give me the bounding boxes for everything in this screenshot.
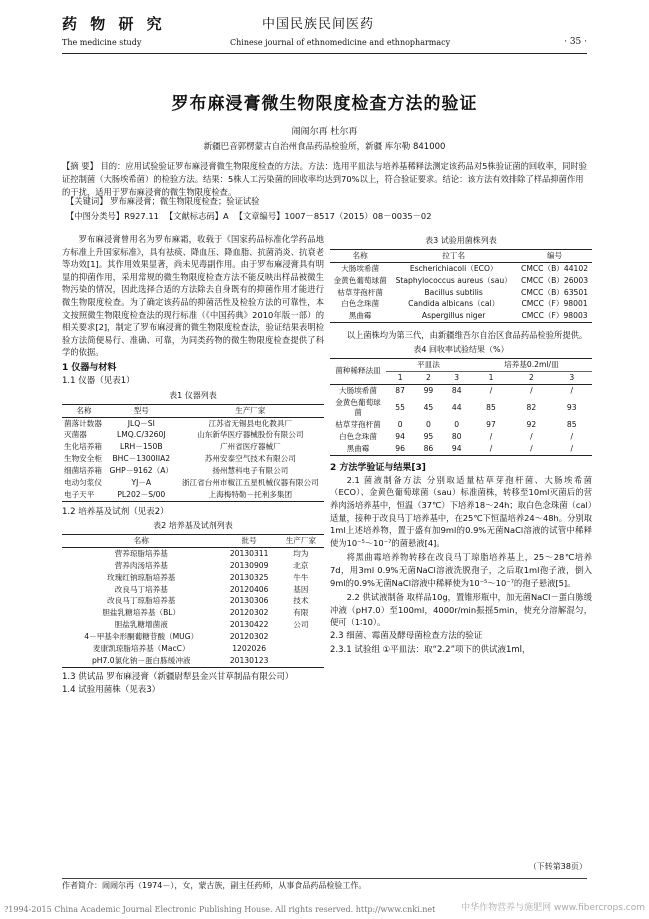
table-cell: / <box>530 385 533 395</box>
table-row <box>330 299 592 311</box>
table-header: 名称 <box>330 249 390 262</box>
table-cell: 4－甲基伞形酮葡糖苷酸（MUG） <box>84 631 199 641</box>
table-cell: GHP－9162（A） <box>109 465 174 475</box>
table-cell: 基因 <box>293 584 309 594</box>
table-row <box>62 477 324 489</box>
table-cell: CMCC（B）63501 <box>521 287 589 297</box>
table-header: 生产厂家 <box>177 404 324 417</box>
table-cell: 苏州安泰空气技术有限公司 <box>204 454 296 464</box>
article-title: 罗布麻浸膏微生物限度检查方法的验证 <box>171 94 478 114</box>
table-cell <box>278 631 324 643</box>
table-cell: LRH－150B <box>120 442 163 452</box>
table-cell: CMCC（B）26003 <box>521 275 589 285</box>
table-cell: 82 <box>526 402 537 412</box>
table-cell: 黑曲霉 <box>330 443 386 455</box>
table-cell: 45 <box>423 402 434 412</box>
left-column <box>62 233 324 699</box>
table-row <box>62 453 324 465</box>
journal-name-en: Chinese journal of ethnomedicine and ethnopharmacy <box>230 38 451 47</box>
table-row <box>330 385 592 397</box>
table-cell: 金黄色葡萄球菌 <box>333 275 387 285</box>
table-cell: 牛牛 <box>293 572 309 582</box>
table-row <box>62 584 324 596</box>
table-cell: 电动匀浆仪 <box>64 477 102 487</box>
table-cell: CMCC（F）98003 <box>517 310 592 322</box>
table-header: 生产厂家 <box>278 534 324 547</box>
table-cell: 改良马丁培养基 <box>114 584 168 594</box>
table-cell: 菌落计数器 <box>64 418 102 428</box>
affiliation: 新疆巴音郭楞蒙古自治州食品药品检验所，新疆 库尔勒 841000 <box>203 142 446 152</box>
table-cell: 97 <box>486 419 496 429</box>
method-paragraph: 2.2 供试液制备 取样品10g，置锥形瓶中，加无菌NaCl－蛋白胨缓冲液（pH7.0）至100ml，4000r/min振摇5min，使充分溶解混匀，便可（1∶10）。 <box>330 592 592 628</box>
table-cell: / <box>489 431 493 441</box>
table-cell: CMCC（B）44102 <box>521 263 589 273</box>
table-cell: 有限 <box>293 608 309 618</box>
table-header: 平皿法 <box>386 358 471 371</box>
table-cell: 20120302 <box>229 631 269 641</box>
table-cell: 均为 <box>293 548 309 558</box>
table-header: 菌种稀释法皿 <box>330 358 386 385</box>
table-header: 名称 <box>62 534 220 547</box>
table-header: 培养基0.2ml/皿 <box>471 358 592 371</box>
table-cell: 生物安全柜 <box>64 454 102 464</box>
subsection-heading: 2.3.1 试验组 ①平皿法：取“2.2”项下的供试液1ml， <box>330 644 531 655</box>
page-header <box>62 14 587 54</box>
table-cell: 白色念珠菌 <box>341 299 380 309</box>
instrument-table <box>62 404 324 502</box>
table-row <box>62 465 324 477</box>
table-row <box>330 263 592 275</box>
table-subheader: 3 <box>443 371 471 384</box>
recovery-table <box>330 358 592 456</box>
table-row <box>330 419 592 431</box>
table-cell: 20120406 <box>229 584 269 594</box>
table-caption: 表2 培养基及试剂列表 <box>153 521 233 531</box>
table-cell: 20130311 <box>229 548 269 558</box>
table-cell: 麦康凯琼脂培养基（MacC） <box>92 643 190 653</box>
table-cell: 44 <box>451 402 462 412</box>
table-cell: 94 <box>395 431 405 441</box>
table-cell: 20130909 <box>229 560 269 570</box>
table-cell: Aspergillus niger <box>390 310 517 322</box>
table-row <box>330 431 592 443</box>
table-cell: Staphylococcus aureus（sau） <box>395 275 512 285</box>
table-cell: 胆盐乳糖增菌液 <box>114 620 168 630</box>
table-cell: 0 <box>397 419 403 429</box>
table-cell: 80 <box>451 431 462 441</box>
method-paragraph: 2.1 菌液制备方法 分别取适量枯草芽孢杆菌、大肠埃希菌（ECO）、金黄色葡萄球菌（sau）标准菌株，转移至10ml灭菌后的营养肉汤培养基中，恒温（37℃）下培养18～24h；取白色念珠菌（cal）适量，接种于改良马丁培养基中，在25℃下恒温培养24～48h。分别取1ml上述培养物，置于盛有加9ml的0.9%无菌NaCl溶液的试管中稀释使为10⁻⁵～10⁻⁷的菌悬液[4]。 <box>330 474 592 548</box>
table-cell: 细菌培养箱 <box>64 465 102 475</box>
table-cell: / <box>489 385 493 395</box>
table-cell: BHC－1300IIA2 <box>112 454 171 464</box>
table-cell: PL202－S/00 <box>106 489 177 501</box>
table-row <box>330 275 592 287</box>
intro-paragraph: 罗布麻浸膏曾用名为罗布麻霜，收载于《国家药品标准化学药品地方标准上升国家标准》，具有祛痰、降血压、降血脂、抗菌消炎、抗衰老等功效[1]。其作用效果显著，尚未见毒副作用。由于罗布麻浸膏具有明显的抑菌作用，采用常规的微生物限度检查方法不能反映出样品被微生物污染的情况，因此选择合适的方法除去自身既有的抑菌作用才能进行微生物限度检查。为了确定该药品的抑菌活性及检验方法的可靠性，本文按照微生物限度检查法的现行标准（《中国药典》2010年版一部）的相关要求[2]，制定了罗布麻浸膏的微生物限度检查法，验证结果表明检验方法简便易行、准确、可靠，为同类药物的微生物限度检查提供了科学的依据。 <box>62 234 324 358</box>
table-cell: 黑曲霉 <box>330 310 390 322</box>
table-header: 名称 <box>62 404 106 417</box>
table-cell: 枯草芽孢杆菌 <box>337 287 383 297</box>
table-cell <box>278 643 324 655</box>
clc-number: 【中图分类号】R927.11 <box>66 211 159 221</box>
table-cell: pH7.0氯化钠－蛋白胨缓冲液 <box>62 655 220 667</box>
table-cell: Escherichiacoli（ECO） <box>409 263 498 273</box>
abstract: 【摘 要】 目的：应用试验验证罗布麻浸膏微生物限度检查的方法。方法：选用平皿法与培养基稀释法测定该药品对5株验证菌的回收率，同时验证控制菌（大肠埃希菌）的检验方法。结果：5株人工污染菌的回收率均达到70%以上，符合验证要求。结论：该方法有效排除了样品抑菌作用的干扰，适用于罗布麻浸膏的微生物限度检查。 <box>62 161 587 197</box>
table-subheader: 2 <box>414 371 442 384</box>
table-cell: 85 <box>486 402 496 412</box>
table-cell: 枯草芽孢杆菌 <box>335 419 381 429</box>
table-cell: 金黄色葡萄球菌 <box>335 397 381 418</box>
table-cell: 20130325 <box>229 572 269 582</box>
table-cell: 营养肉汤培养基 <box>114 560 168 570</box>
table-row <box>330 287 592 299</box>
table-row <box>62 417 324 429</box>
table-cell: / <box>530 431 533 441</box>
table-caption: 表1 仪器列表 <box>169 390 217 400</box>
author-footnote: 作者简介：闹闹尔再（1974－），女，蒙古族，副主任药师，从事食品药品检验工作。 <box>62 878 587 892</box>
table-cell: 95 <box>423 431 434 441</box>
table-cell: 浙江省台州市椒江五星机械仪器有限公司 <box>181 477 319 487</box>
right-column <box>330 233 592 658</box>
table-caption: 表3 试验用菌株列表 <box>425 236 497 245</box>
table-cell: 大肠埃希菌 <box>339 385 377 395</box>
continued-note: （下转第38页） <box>528 862 587 871</box>
table-cell: 86 <box>414 443 442 455</box>
table-cell: 扬州慧科电子有限公司 <box>212 465 289 475</box>
table-cell: 20130306 <box>229 596 269 606</box>
table-cell: 营养琼脂培养基 <box>114 548 168 558</box>
table-cell: 白色念珠菌 <box>339 431 377 441</box>
table-cell: 电子天平 <box>62 489 106 501</box>
table-cell: 0 <box>454 419 460 429</box>
section-heading: 1 仪器与材料 <box>62 363 117 374</box>
table-cell: / <box>570 385 574 395</box>
table-row <box>62 643 324 655</box>
table-row <box>62 430 324 442</box>
strain-note: 以上菌株均为第三代，由新疆维吾尔自治区食品药品检验所提供。 <box>346 330 588 341</box>
keywords: 【关键词】 罗布麻浸膏；微生物限度检查；验证试验 <box>66 196 260 206</box>
document-code: 【文献标志码】A <box>164 211 229 221</box>
article-number: 【文章编号】1007－8517（2015）08－0035－02 <box>234 211 432 221</box>
table-cell: 山东新华医疗器械股份有限公司 <box>197 430 304 440</box>
table-cell: 广州省医疗器械厂 <box>219 442 281 452</box>
table-cell: 江苏省无锡县电化教具厂 <box>208 418 293 428</box>
journal-section-cn: 药 物 研 究 <box>62 15 166 33</box>
table-subheader: 1 <box>471 371 511 384</box>
strain-table <box>330 249 592 323</box>
table-header: 编号 <box>517 249 592 262</box>
table-row <box>330 310 592 322</box>
table-cell: 84 <box>451 385 462 395</box>
table-cell: 20130123 <box>220 655 277 667</box>
table-cell: 技术 <box>293 596 309 606</box>
table-cell: Candida albicans（cal） <box>408 299 500 309</box>
table-subheader: 2 <box>511 371 551 384</box>
table-cell: Bacillus subtilis <box>424 287 483 297</box>
table-cell: 99 <box>423 385 434 395</box>
table-cell: 灭菌器 <box>64 430 87 440</box>
table-cell: 北京 <box>293 560 309 570</box>
table-row <box>330 443 592 455</box>
copyright-line: ?1994-2015 China Academic Journal Electronic Publishing House. All rights reserved. http://www.cnki.net <box>4 905 436 914</box>
subsection-heading: 1.2 培养基及试剂（见表2） <box>62 506 169 517</box>
table-cell: 87 <box>395 385 405 395</box>
subsection-heading: 1.1 仪器（见表1） <box>62 376 135 387</box>
table-cell: 上海梅特勒－托利多集团 <box>177 489 324 501</box>
table-header: 拉丁名 <box>390 249 517 262</box>
table-cell: 胆盐乳糖培养基（BL） <box>102 608 181 618</box>
table-row <box>62 655 324 667</box>
table-cell: 生化培养箱 <box>64 442 102 452</box>
classification-meta <box>66 211 587 222</box>
table-cell: / <box>552 443 592 455</box>
subsection-heading: 1.4 试验用菌株（见表3） <box>62 685 161 696</box>
table-row <box>62 560 324 572</box>
subsection-heading: 2.3 细菌、霉菌及酵母菌检查方法的验证 <box>330 631 483 642</box>
method-paragraph: 将黑曲霉培养物转移在改良马丁琼脂培养基上，25～28℃培养7d，用3ml 0.9%无菌NaCl溶液洗脱孢子，之后取1ml孢子液，倒入9ml的0.9%无菌NaCl溶液中稀释使为10⁻⁵～10⁻⁷的孢子悬液[5]。 <box>330 552 592 588</box>
table-caption: 表4 回收率试验结果（%） <box>413 344 509 354</box>
table-cell: 1202026 <box>232 643 267 653</box>
table-subheader: 3 <box>552 371 592 384</box>
journal-name-cn: 中国民族民间医药 <box>262 17 375 32</box>
watermark: 中华作物营养与施肥网 www.fibercrops.com <box>461 903 645 913</box>
table-row <box>62 607 324 619</box>
table-row <box>62 489 324 501</box>
table-cell: / <box>511 443 551 455</box>
table-cell <box>278 655 324 667</box>
table-cell: 93 <box>566 402 577 412</box>
table-cell: 85 <box>566 419 577 429</box>
table-header: 型号 <box>106 404 177 417</box>
table-row <box>330 397 592 419</box>
table-row <box>62 441 324 453</box>
table-cell: 大肠埃希菌 <box>341 263 380 273</box>
table-cell: CMCC（F）98001 <box>521 299 588 309</box>
table-cell: 20130422 <box>229 620 269 630</box>
authors: 闹闹尔再 杜尔再 <box>291 127 358 137</box>
table-cell: 玫瑰红钠琼脂培养基 <box>107 572 176 582</box>
table-cell: 55 <box>395 402 405 412</box>
table-cell: 改良马丁琼脂培养基 <box>107 596 176 606</box>
media-table <box>62 534 324 668</box>
table-row <box>62 548 324 560</box>
table-cell: 0 <box>426 419 431 429</box>
subsection-heading: 1.3 供试品 罗布麻浸膏（新疆尉犁县金兴甘草制品有限公司） <box>62 671 294 682</box>
table-cell: 94 <box>443 443 471 455</box>
page-number: · 35 · <box>564 37 587 47</box>
table-row <box>62 619 324 631</box>
table-header: 批号 <box>220 534 277 547</box>
table-cell: / <box>471 443 511 455</box>
table-cell: 公司 <box>293 620 309 630</box>
table-subheader: 1 <box>386 371 414 384</box>
table-cell: 20120302 <box>229 608 269 618</box>
table-cell: 92 <box>526 419 537 429</box>
table-row <box>62 572 324 584</box>
table-cell: YJ－A <box>131 477 152 487</box>
table-row <box>62 631 324 643</box>
table-row <box>62 596 324 608</box>
table-cell: LMQ.C/3260J <box>116 430 166 440</box>
section-heading: 2 方法学验证与结果[3] <box>330 462 426 473</box>
table-cell: JLQ－SI <box>127 418 155 428</box>
table-cell: 96 <box>386 443 414 455</box>
table-cell: / <box>570 431 574 441</box>
journal-section-en: The medicine study <box>62 38 142 47</box>
